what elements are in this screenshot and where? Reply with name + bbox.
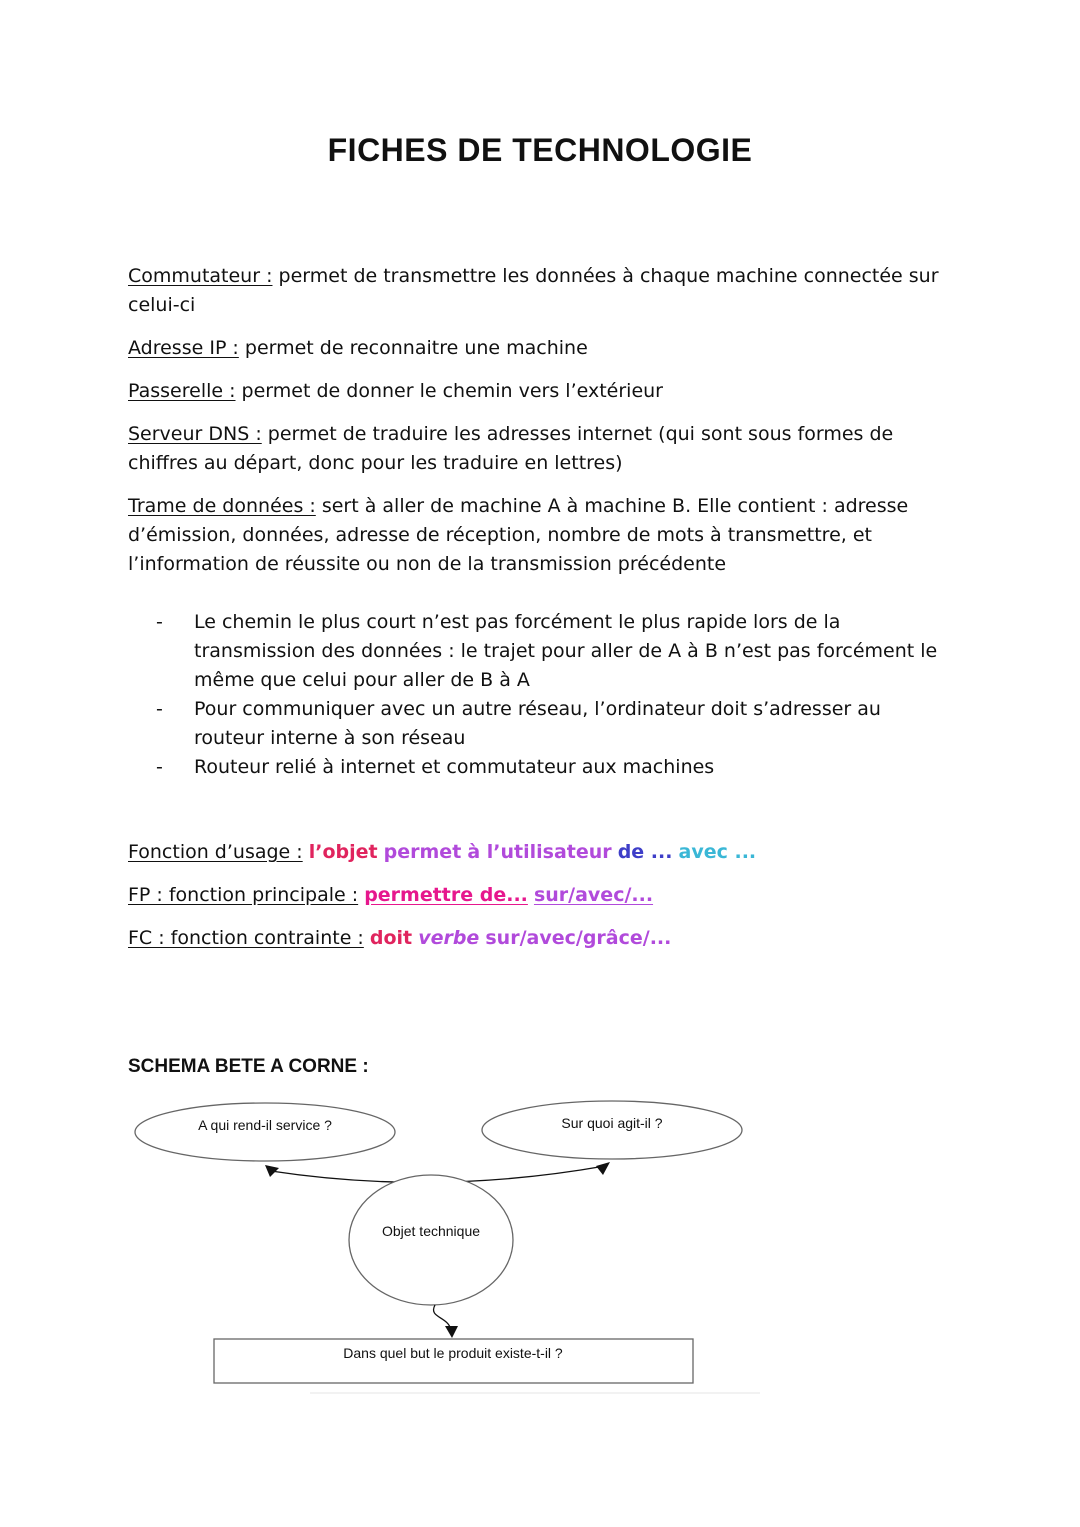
definition-text: permet de transmettre les données à chaque machine connectée sur celui-ci: [128, 265, 939, 316]
list-item-text: Routeur relié à internet et commutateur aux machines: [194, 756, 715, 778]
bullet-dash: -: [156, 611, 163, 633]
definition-text: permet de traduire les adresses internet (qui sont sous formes de chiffres au départ, donc pour les traduire en lettres): [128, 423, 894, 474]
left-question: A qui rend-il service ?: [198, 1117, 332, 1133]
page-title: FICHES DE TECHNOLOGIE: [327, 132, 753, 168]
fp-part: permettre de...: [364, 884, 528, 906]
list-item-text: Pour communiquer avec un autre réseau, l’ordinateur doit s’adresser au routeur interne à son réseau: [194, 698, 881, 749]
center-label: Objet technique: [381, 1223, 481, 1239]
bullet-dash: -: [156, 698, 163, 720]
left-arrowhead: [265, 1165, 279, 1177]
definition-term: Trame de données :: [128, 495, 316, 517]
center-ellipse: [349, 1175, 513, 1305]
definition-term: Adresse IP :: [128, 337, 239, 359]
function-term: FC : fonction contrainte :: [128, 927, 364, 949]
schema-title: SCHEMA BETE A CORNE :: [128, 1056, 369, 1077]
right-arrowhead: [596, 1162, 610, 1175]
fp-part: sur/avec/...: [533, 884, 654, 906]
bottom-question: Dans quel but le produit existe-t-il ?: [343, 1345, 563, 1361]
definition-term: Commutateur :: [128, 265, 273, 287]
definition-text: permet de reconnaitre une machine: [238, 337, 588, 359]
definition-text: sert à aller de machine A à machine B. Elle contient : adresse d’émission, données, adresse de réception, nombre de mots à transmettre, et l’information de réussite ou non de la transmission précédente: [128, 495, 909, 575]
definition-term: Serveur DNS :: [128, 423, 262, 445]
down-arrowhead: [445, 1326, 458, 1338]
usage-part: avec ...: [678, 841, 757, 863]
fc-part: sur/avec/grâce/...: [485, 927, 672, 949]
function-term: FP : fonction principale :: [128, 884, 359, 906]
usage-part: à l’utilisateur: [467, 841, 612, 863]
definition-term: Passerelle :: [128, 380, 236, 402]
definition-text: permet de donner le chemin vers l’extérieur: [235, 380, 663, 402]
fc-part: verbe: [418, 927, 480, 949]
usage-part: permet: [383, 841, 462, 863]
right-question: Sur quoi agit-il ?: [561, 1115, 663, 1131]
fc-part: doit: [369, 927, 413, 949]
function-term: Fonction d’usage :: [128, 841, 303, 863]
usage-part: de ...: [617, 841, 673, 863]
list-item-text: Le chemin le plus court n’est pas forcément le plus rapide lors de la transmission des données : le trajet pour aller de A à B n’est pas forcément le même que celui pour aller de B à A: [194, 611, 938, 691]
usage-part: l’objet: [308, 841, 378, 863]
bullet-dash: -: [156, 756, 163, 778]
